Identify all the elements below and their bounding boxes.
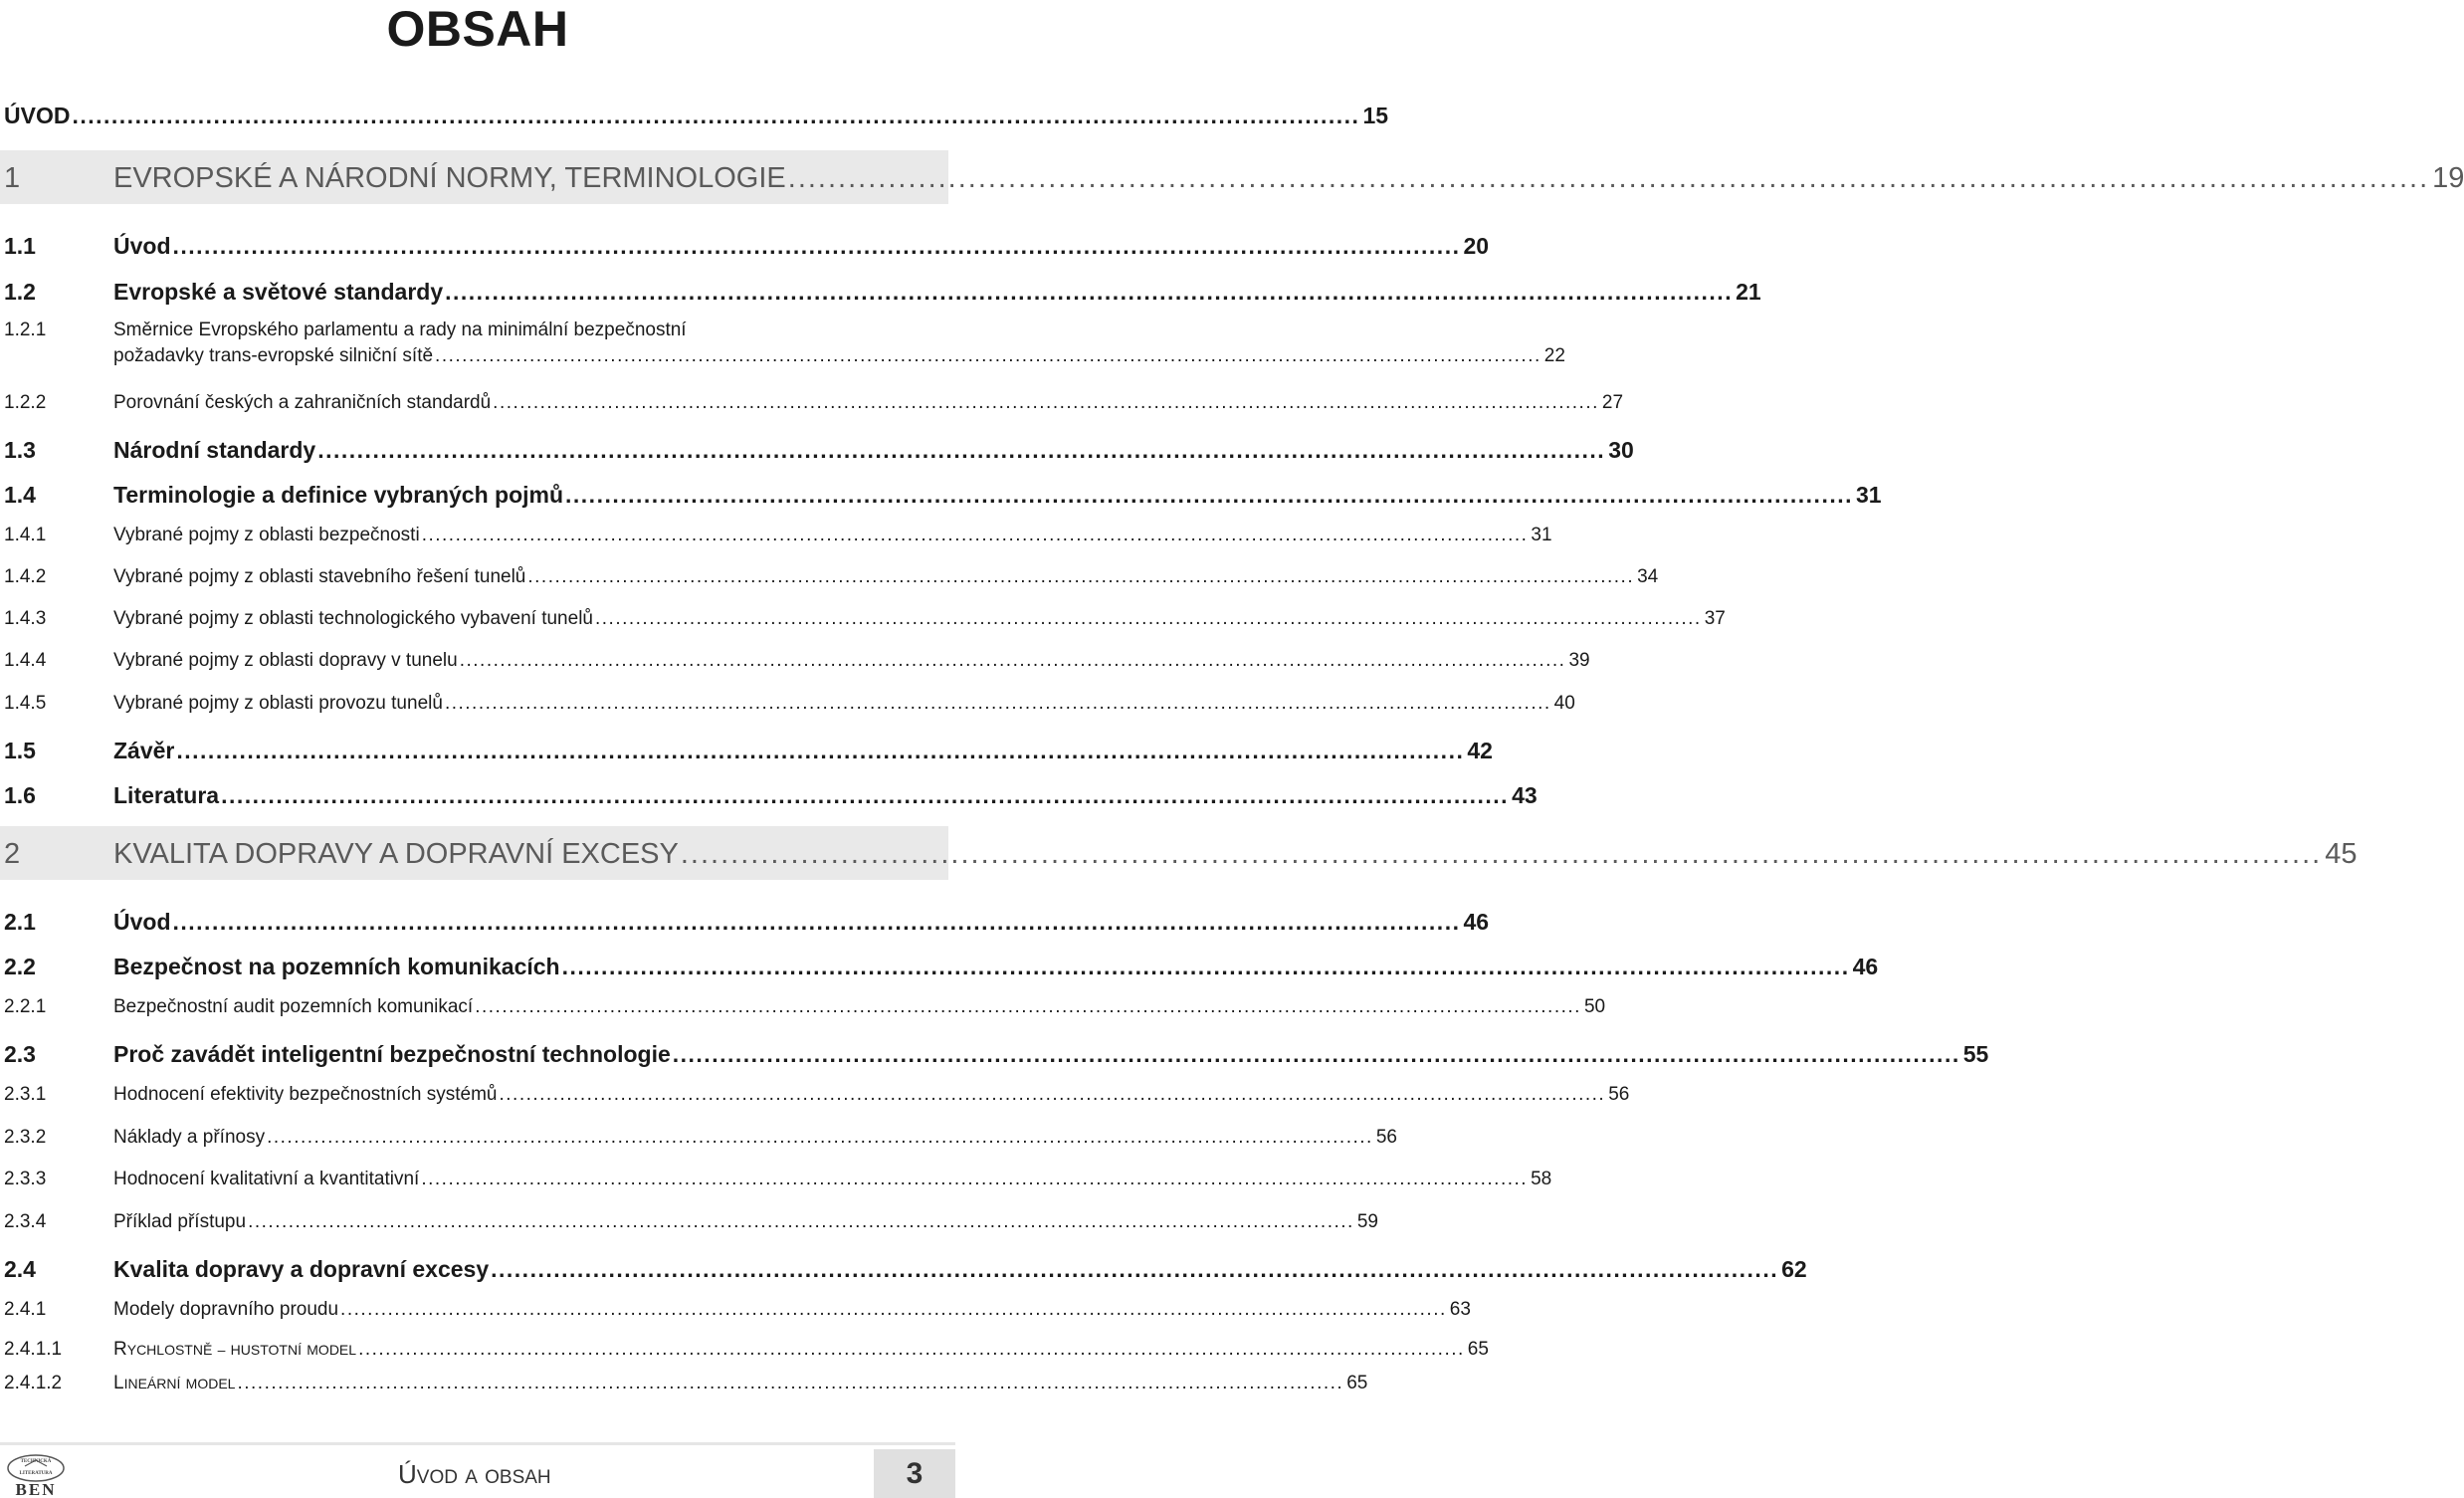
leader-dots: .................................................................................................................................................................... xyxy=(421,525,1529,545)
toc-page-number: 46 xyxy=(1852,954,1879,979)
toc-page-number: 59 xyxy=(1356,1211,1378,1232)
toc-page-number: 31 xyxy=(1531,525,1552,545)
toc-page-number: 55 xyxy=(1962,1041,1989,1067)
chapter-title: EVROPSKÉ A NÁRODNÍ NORMY, TERMINOLOGIE xyxy=(113,162,786,194)
toc-entry[interactable] xyxy=(4,1169,1552,1190)
toc-page-number: 15 xyxy=(1362,103,1389,128)
toc-entry-number: 2.2.1 xyxy=(4,996,47,1017)
toc-entry-text: Hodnocení kvalitativní a kvantitativní xyxy=(113,1169,420,1189)
toc-entry[interactable] xyxy=(4,1256,1807,1283)
toc-entry-text: Příklad přístupu xyxy=(113,1211,247,1232)
toc-chapter-1[interactable] xyxy=(4,162,2464,195)
toc-entry[interactable] xyxy=(4,1211,1378,1233)
leader-dots: .................................................................................................................................................................... xyxy=(237,1373,1344,1393)
leader-dots: .................................................................................................................................................................... xyxy=(565,482,1853,508)
chapter-number: 2 xyxy=(4,838,21,870)
toc-entry-number: 1.1 xyxy=(4,233,36,259)
toc-entry-text: Evropské a světové standardy xyxy=(113,279,444,305)
toc-page-number: 21 xyxy=(1736,279,1761,305)
leader-dots: .................................................................................................................................................................... xyxy=(248,1211,1354,1232)
leader-dots: .................................................................................................................................................................... xyxy=(493,392,1599,413)
leader-dots: .................................................................................................................................................................... xyxy=(435,345,1541,366)
toc-entry-number: 2.3 xyxy=(4,1041,36,1067)
toc-page-number: 43 xyxy=(1512,782,1538,808)
toc-entry[interactable] xyxy=(4,1373,1368,1394)
toc-page-number: 65 xyxy=(1346,1373,1368,1393)
leader-dots: .................................................................................................................................................................... xyxy=(172,233,1461,259)
page-number-box xyxy=(874,1449,955,1498)
leader-dots: .................................................................................................................................................................... xyxy=(499,1084,1606,1105)
toc-entry-number: 1.4.4 xyxy=(4,650,47,671)
toc-entry-text: Modely dopravního proudu xyxy=(113,1299,339,1320)
toc-page-number: 30 xyxy=(1608,437,1634,463)
toc-entry[interactable] xyxy=(4,996,1606,1018)
leader-dots: .................................................................................................................................................................... xyxy=(445,279,1734,305)
toc-entry[interactable] xyxy=(4,909,1490,936)
toc-page-number: 40 xyxy=(1553,693,1575,714)
toc-entry-number: 2.1 xyxy=(4,909,36,935)
leader-dots: .................................................................................................................................................................... xyxy=(72,103,1360,128)
leader-dots: .................................................................................................................................................................... xyxy=(672,1041,1960,1067)
toc-entry[interactable] xyxy=(4,1299,1471,1321)
toc-entry-number: 1.2 xyxy=(4,279,36,305)
toc-entry-number: 1.3 xyxy=(4,437,36,463)
toc-entry[interactable] xyxy=(4,392,1624,414)
toc-page-number: 45 xyxy=(2325,838,2358,870)
toc-entry[interactable] xyxy=(4,1127,1397,1149)
toc-entry-text: Porovnání českých a zahraničních standardů xyxy=(113,392,492,413)
toc-entry-number: 1.4.2 xyxy=(4,566,47,587)
toc-entry-text: Úvod xyxy=(113,233,171,259)
toc-entry-number: 1.2.1 xyxy=(4,320,47,340)
toc-entry-number: 2.3.3 xyxy=(4,1169,47,1189)
toc-entry[interactable] xyxy=(4,954,1879,980)
toc-entry-text: Bezpečnostní audit pozemních komunikací xyxy=(113,996,474,1017)
logo-small-bottom: LITERATURA xyxy=(19,1471,53,1476)
leader-dots: .................................................................................................................................................................... xyxy=(475,996,1581,1017)
toc-entry-number: 1.5 xyxy=(4,738,36,763)
toc-entry[interactable] xyxy=(4,1339,1489,1361)
toc-entry-text: Proč zavádět inteligentní bezpečnostní technologie xyxy=(113,1041,671,1067)
leader-dots: .................................................................................................................................................................... xyxy=(527,566,1635,587)
toc-page-number: 37 xyxy=(1704,608,1726,629)
toc-page-number: 20 xyxy=(1463,233,1490,259)
toc-chapter-2[interactable] xyxy=(4,838,2358,871)
toc-entry-number: 2.4.1.1 xyxy=(4,1339,63,1360)
toc-entry[interactable] xyxy=(4,482,1882,509)
toc-entry-number: 1.2.2 xyxy=(4,392,47,413)
toc-entry-text: Kvalita dopravy a dopravní excesy xyxy=(113,1256,490,1282)
page-title: OBSAH xyxy=(386,1,569,57)
toc-entry[interactable] xyxy=(4,566,1659,588)
chapter-number: 1 xyxy=(4,162,21,194)
toc-page-number: 63 xyxy=(1449,1299,1471,1320)
toc-page-number: 31 xyxy=(1856,482,1882,508)
toc-entry-text: Závěr xyxy=(113,738,175,763)
toc-entry-text: Vybrané pojmy z oblasti stavebního řešení tunelů xyxy=(113,566,526,587)
toc-entry[interactable] xyxy=(4,693,1575,715)
toc-entry[interactable] xyxy=(4,650,1590,672)
leader-dots: .................................................................................................................................................................... xyxy=(176,738,1465,763)
leader-dots: .................................................................................................................................................................... xyxy=(491,1256,1779,1282)
toc-entry-text: RYCHLOSTNĚ – HUSTOTNÍ MODEL xyxy=(113,1339,357,1360)
leader-dots: .................................................................................................................................................................... xyxy=(340,1299,1447,1320)
logo-small-top: TECHNICKÁ xyxy=(20,1459,52,1464)
page-number: 3 xyxy=(906,1456,924,1490)
leader-dots: .................................................................................................................................................................... xyxy=(459,650,1566,671)
toc-entry-text-line1: Směrnice Evropského parlamentu a rady na minimální bezpečnostní xyxy=(113,320,687,340)
toc-entry-number: 2.2 xyxy=(4,954,36,979)
toc-entry[interactable] xyxy=(4,279,1761,306)
leader-dots: .................................................................................................................................................................... xyxy=(358,1339,1465,1360)
publisher-logo xyxy=(3,1446,69,1498)
toc-entry-number: 2.4.1.2 xyxy=(4,1373,63,1393)
toc-entry-number: 1.6 xyxy=(4,782,36,808)
toc-page-number: 56 xyxy=(1375,1127,1397,1148)
toc-page-number: 34 xyxy=(1637,566,1659,587)
leader-dots: .................................................................................................................................................................... xyxy=(594,608,1702,629)
chapter-title: KVALITA DOPRAVY A DOPRAVNÍ EXCESY xyxy=(113,838,679,870)
toc-entry-number: 2.4 xyxy=(4,1256,36,1282)
toc-entry-text: Národní standardy xyxy=(113,437,316,463)
toc-entry-text: ÚVOD xyxy=(4,103,71,128)
toc-entry-text: Vybrané pojmy z oblasti bezpečnosti xyxy=(113,525,420,545)
toc-entry-text: Úvod xyxy=(113,909,171,935)
toc-page-number: 22 xyxy=(1543,345,1565,366)
leader-dots: .................................................................................................................................................................... xyxy=(221,782,1510,808)
leader-dots: .................................................................................................................................................................... xyxy=(787,162,2430,194)
toc-entry[interactable] xyxy=(4,233,1490,260)
toc-entry-number: 1.4.3 xyxy=(4,608,47,629)
toc-entry-text: Vybrané pojmy z oblasti provozu tunelů xyxy=(113,693,443,714)
toc-page-number: 39 xyxy=(1568,650,1590,671)
toc-entry-text: LINEÁRNÍ MODEL xyxy=(113,1373,236,1393)
toc-entry-number: 1.4.1 xyxy=(4,525,47,545)
toc-page-number: 62 xyxy=(1781,1256,1807,1282)
toc-entry-text: Bezpečnost na pozemních komunikacích xyxy=(113,954,560,979)
toc-page-number: 56 xyxy=(1608,1084,1630,1105)
toc-entry-number: 2.3.2 xyxy=(4,1127,47,1148)
toc-entry-text: Hodnocení efektivity bezpečnostních systémů xyxy=(113,1084,498,1105)
toc-page-number: 19 xyxy=(2432,162,2464,194)
leader-dots: .................................................................................................................................................................... xyxy=(317,437,1606,463)
toc-entry-number: 2.4.1 xyxy=(4,1299,47,1320)
toc-entry-number: 2.3.4 xyxy=(4,1211,47,1232)
leader-dots: .................................................................................................................................................................... xyxy=(680,838,2323,870)
leader-dots: .................................................................................................................................................................... xyxy=(561,954,1850,979)
leader-dots: .................................................................................................................................................................... xyxy=(421,1169,1529,1189)
toc-entry-text: Terminologie a definice vybraných pojmů xyxy=(113,482,564,508)
toc-page-number: 42 xyxy=(1467,738,1493,763)
toc-entry-text: Vybrané pojmy z oblasti dopravy v tunelu xyxy=(113,650,458,671)
footer-rule xyxy=(0,1442,955,1445)
toc-entry[interactable] xyxy=(4,525,1552,546)
toc-entry[interactable] xyxy=(4,608,1726,630)
logo-text: BEN xyxy=(15,1480,57,1498)
toc-page-number: 27 xyxy=(1601,392,1624,413)
toc-entry[interactable] xyxy=(4,1041,1989,1068)
leader-dots: .................................................................................................................................................................... xyxy=(172,909,1461,935)
toc-entry[interactable] xyxy=(4,437,1634,464)
toc-page-number: 46 xyxy=(1463,909,1490,935)
toc-page-number: 65 xyxy=(1467,1339,1489,1360)
toc-entry[interactable] xyxy=(4,1084,1630,1106)
toc-entry[interactable] xyxy=(4,782,1538,809)
toc-entry-number: 1.4 xyxy=(4,482,36,508)
toc-entry[interactable] xyxy=(4,738,1493,764)
toc-page-number: 50 xyxy=(1583,996,1606,1017)
footer-section-label: ÚVOD A OBSAH xyxy=(398,1459,551,1489)
leader-dots: .................................................................................................................................................................... xyxy=(267,1127,1373,1148)
toc-entry-intro[interactable] xyxy=(4,103,1389,129)
toc-entry-text: Vybrané pojmy z oblasti technologického vybavení tunelů xyxy=(113,608,593,629)
toc-entry-number: 2.3.1 xyxy=(4,1084,47,1105)
toc-entry-text: Literatura xyxy=(113,782,220,808)
toc-entry[interactable] xyxy=(4,320,1565,367)
leader-dots: .................................................................................................................................................................... xyxy=(444,693,1551,714)
toc-entry-text: Náklady a přínosy xyxy=(113,1127,266,1148)
toc-entry-number: 1.4.5 xyxy=(4,693,47,714)
toc-page-number: 58 xyxy=(1531,1169,1552,1189)
toc-entry-text-line2: požadavky trans-evropské silniční sítě xyxy=(113,345,434,366)
